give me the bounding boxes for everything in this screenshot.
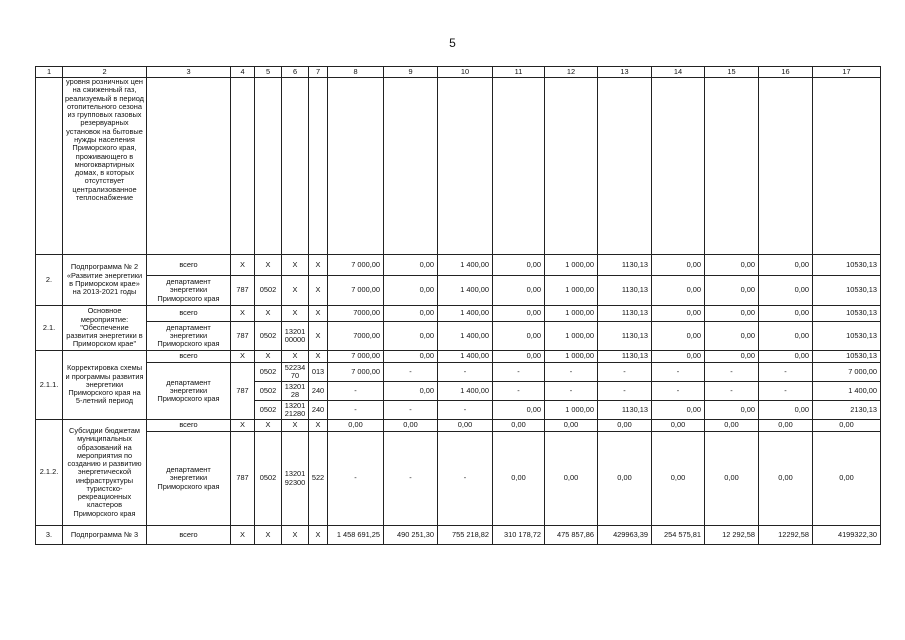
- value-cell: 0,00: [759, 255, 813, 276]
- header-cell: 6: [282, 67, 309, 78]
- value-cell: 0,00: [384, 351, 438, 363]
- value-cell: 0,00: [493, 276, 545, 306]
- value-cell: 0,00: [493, 322, 545, 351]
- value-cell: 0,00: [438, 420, 493, 432]
- executor-cell: департамент энергетики Приморского края: [147, 322, 231, 351]
- table-cell: [147, 78, 231, 255]
- code-cell: X: [255, 306, 282, 322]
- table-row: [36, 526, 881, 545]
- table-row: [36, 363, 881, 382]
- page-number: 5: [449, 36, 456, 50]
- total-cell: 0,00: [813, 432, 881, 526]
- executor-cell: всего: [147, 420, 231, 432]
- value-cell: 1 400,00: [438, 306, 493, 322]
- value-cell: 0,00: [652, 351, 705, 363]
- code-cell: X: [231, 255, 255, 276]
- header-cell: 15: [705, 67, 759, 78]
- value-cell: 0,00: [652, 420, 705, 432]
- executor-cell: всего: [147, 526, 231, 545]
- value-cell: 1130,13: [598, 255, 652, 276]
- value-cell: 0,00: [384, 322, 438, 351]
- value-cell: 0,00: [759, 420, 813, 432]
- code-cell: X: [309, 420, 328, 432]
- code-cell: X: [309, 306, 328, 322]
- table-cell: [309, 78, 328, 255]
- value-cell: 0,00: [545, 432, 598, 526]
- code-cell: 522: [309, 432, 328, 526]
- code-cell: 240: [309, 382, 328, 401]
- value-cell: -: [438, 432, 493, 526]
- code-cell: 0502: [255, 276, 282, 306]
- total-cell: 10530,13: [813, 255, 881, 276]
- value-cell: 1 000,00: [545, 401, 598, 420]
- value-cell: -: [384, 363, 438, 382]
- total-cell: 0,00: [813, 420, 881, 432]
- value-cell: -: [438, 363, 493, 382]
- value-cell: 1 400,00: [438, 322, 493, 351]
- value-cell: 310 178,72: [493, 526, 545, 545]
- row-name: Подпрограмма № 2 «Развитие энергетики в Приморском крае» на 2013-2021 годы: [63, 255, 147, 306]
- value-cell: 0,00: [652, 276, 705, 306]
- code-cell: 787: [231, 322, 255, 351]
- row-number: 2.1.2.: [36, 420, 63, 526]
- value-cell: 0,00: [705, 401, 759, 420]
- code-cell: 1320128: [282, 382, 309, 401]
- total-cell: 2130,13: [813, 401, 881, 420]
- value-cell: -: [652, 363, 705, 382]
- table-cell: [493, 78, 545, 255]
- value-cell: 1130,13: [598, 306, 652, 322]
- value-cell: 0,00: [384, 306, 438, 322]
- value-cell: 1 000,00: [545, 306, 598, 322]
- value-cell: 1 400,00: [438, 351, 493, 363]
- code-cell: 0502: [255, 382, 282, 401]
- value-cell: 7 000,00: [328, 363, 384, 382]
- code-cell: X: [282, 526, 309, 545]
- value-cell: -: [759, 363, 813, 382]
- value-cell: 0,00: [328, 420, 384, 432]
- code-cell: 787: [231, 363, 255, 420]
- value-cell: 0,00: [384, 276, 438, 306]
- value-cell: 1 000,00: [545, 322, 598, 351]
- total-cell: 10530,13: [813, 276, 881, 306]
- value-cell: -: [328, 432, 384, 526]
- header-cell: 9: [384, 67, 438, 78]
- row-number: 2.1.1.: [36, 351, 63, 420]
- total-cell: 10530,13: [813, 306, 881, 322]
- code-cell: 0502: [255, 322, 282, 351]
- code-cell: 0502: [255, 363, 282, 382]
- header-cell: 4: [231, 67, 255, 78]
- code-cell: 1320192300: [282, 432, 309, 526]
- header-cell: 11: [493, 67, 545, 78]
- value-cell: 0,00: [652, 306, 705, 322]
- table-row: [36, 322, 881, 351]
- table-row: [36, 276, 881, 306]
- value-cell: 1 400,00: [438, 276, 493, 306]
- table-cell: [813, 78, 881, 255]
- executor-cell: всего: [147, 351, 231, 363]
- table-cell: [231, 78, 255, 255]
- code-cell: X: [282, 351, 309, 363]
- value-cell: -: [384, 432, 438, 526]
- code-cell: 1320100000: [282, 322, 309, 351]
- code-cell: X: [309, 322, 328, 351]
- code-cell: 013: [309, 363, 328, 382]
- total-cell: 10530,13: [813, 322, 881, 351]
- header-row: [36, 67, 881, 78]
- value-cell: 0,00: [759, 322, 813, 351]
- value-cell: 0,00: [705, 432, 759, 526]
- value-cell: -: [705, 363, 759, 382]
- table-cell: [652, 78, 705, 255]
- code-cell: X: [309, 255, 328, 276]
- value-cell: 0,00: [384, 420, 438, 432]
- header-cell: 10: [438, 67, 493, 78]
- table-row: [36, 420, 881, 432]
- value-cell: 7 000,00: [328, 351, 384, 363]
- value-cell: -: [705, 382, 759, 401]
- value-cell: 1 000,00: [545, 276, 598, 306]
- value-cell: 0,00: [705, 322, 759, 351]
- table-cell: [328, 78, 384, 255]
- header-cell: 1: [36, 67, 63, 78]
- table-cell: [759, 78, 813, 255]
- value-cell: -: [493, 382, 545, 401]
- executor-cell: всего: [147, 306, 231, 322]
- value-cell: 0,00: [493, 432, 545, 526]
- header-cell: 12: [545, 67, 598, 78]
- table-row: [36, 78, 881, 255]
- value-cell: 7 000,00: [328, 255, 384, 276]
- value-cell: 0,00: [652, 401, 705, 420]
- value-cell: 0,00: [652, 255, 705, 276]
- code-cell: X: [231, 420, 255, 432]
- value-cell: -: [598, 382, 652, 401]
- table-row: [36, 351, 881, 363]
- total-cell: 7 000,00: [813, 363, 881, 382]
- value-cell: -: [545, 382, 598, 401]
- code-cell: X: [231, 351, 255, 363]
- value-cell: 1130,13: [598, 401, 652, 420]
- value-cell: 0,00: [705, 351, 759, 363]
- code-cell: X: [255, 255, 282, 276]
- value-cell: 0,00: [493, 255, 545, 276]
- value-cell: -: [493, 363, 545, 382]
- value-cell: 0,00: [493, 401, 545, 420]
- value-cell: 1 400,00: [438, 382, 493, 401]
- code-cell: X: [255, 420, 282, 432]
- value-cell: 429963,39: [598, 526, 652, 545]
- value-cell: 0,00: [759, 401, 813, 420]
- value-cell: 7 000,00: [328, 276, 384, 306]
- header-cell: 14: [652, 67, 705, 78]
- total-cell: 1 400,00: [813, 382, 881, 401]
- row-name: Подпрограмма № 3: [63, 526, 147, 545]
- value-cell: 0,00: [705, 420, 759, 432]
- value-cell: 0,00: [652, 432, 705, 526]
- table-row: [36, 432, 881, 526]
- value-cell: 0,00: [759, 432, 813, 526]
- row-name: Основное мероприятие: "Обеспечение развития энергетики в Приморском крае": [63, 306, 147, 351]
- value-cell: 0,00: [493, 420, 545, 432]
- executor-cell: департамент энергетики Приморского края: [147, 276, 231, 306]
- row-number: 2.1.: [36, 306, 63, 351]
- row-name: Корректировка схемы и программы развития энергетики Приморского края на 5-летний период: [63, 351, 147, 420]
- code-cell: X: [282, 306, 309, 322]
- code-cell: 787: [231, 276, 255, 306]
- header-cell: 17: [813, 67, 881, 78]
- value-cell: -: [652, 382, 705, 401]
- value-cell: -: [328, 382, 384, 401]
- value-cell: 0,00: [598, 420, 652, 432]
- value-cell: 12292,58: [759, 526, 813, 545]
- code-cell: X: [255, 351, 282, 363]
- code-cell: X: [231, 526, 255, 545]
- value-cell: -: [545, 363, 598, 382]
- table-cell: [36, 78, 63, 255]
- header-cell: 2: [63, 67, 147, 78]
- value-cell: 1 000,00: [545, 351, 598, 363]
- code-cell: 5223470: [282, 363, 309, 382]
- value-cell: 0,00: [705, 276, 759, 306]
- row-number: 2.: [36, 255, 63, 306]
- total-cell: 4199322,30: [813, 526, 881, 545]
- value-cell: -: [384, 401, 438, 420]
- code-cell: X: [282, 255, 309, 276]
- value-cell: 0,00: [759, 276, 813, 306]
- value-cell: 490 251,30: [384, 526, 438, 545]
- code-cell: X: [282, 420, 309, 432]
- budget-table: [35, 66, 881, 545]
- header-cell: 5: [255, 67, 282, 78]
- table-cell: [438, 78, 493, 255]
- value-cell: 254 575,81: [652, 526, 705, 545]
- value-cell: 1130,13: [598, 276, 652, 306]
- executor-cell: всего: [147, 255, 231, 276]
- value-cell: 1130,13: [598, 351, 652, 363]
- executor-cell: департамент энергетики Приморского края: [147, 363, 231, 420]
- value-cell: -: [438, 401, 493, 420]
- total-cell: 10530,13: [813, 351, 881, 363]
- value-cell: 0,00: [493, 306, 545, 322]
- header-cell: 3: [147, 67, 231, 78]
- value-cell: 1 458 691,25: [328, 526, 384, 545]
- value-cell: 0,00: [384, 255, 438, 276]
- table-cell: [255, 78, 282, 255]
- code-cell: X: [282, 276, 309, 306]
- value-cell: -: [328, 401, 384, 420]
- code-cell: 0502: [255, 401, 282, 420]
- code-cell: X: [231, 306, 255, 322]
- executor-cell: департамент энергетики Приморского края: [147, 432, 231, 526]
- value-cell: 0,00: [705, 306, 759, 322]
- value-cell: 12 292,58: [705, 526, 759, 545]
- value-cell: 0,00: [545, 420, 598, 432]
- value-cell: 0,00: [652, 322, 705, 351]
- code-cell: 0502: [255, 432, 282, 526]
- table-cell: [384, 78, 438, 255]
- row-name: Субсидии бюджетам муниципальных образований на мероприятия по созданию и развитию энергетической инфраструктуры туристско-рекреационных кластеров Приморского края: [63, 420, 147, 526]
- value-cell: 1130,13: [598, 322, 652, 351]
- value-cell: 7000,00: [328, 322, 384, 351]
- code-cell: 240: [309, 401, 328, 420]
- value-cell: 0,00: [598, 432, 652, 526]
- code-cell: 1320121280: [282, 401, 309, 420]
- value-cell: 0,00: [384, 382, 438, 401]
- table-row: [36, 306, 881, 322]
- value-cell: 0,00: [759, 351, 813, 363]
- value-cell: -: [598, 363, 652, 382]
- header-cell: 16: [759, 67, 813, 78]
- code-cell: X: [255, 526, 282, 545]
- header-cell: 13: [598, 67, 652, 78]
- row-number: 3.: [36, 526, 63, 545]
- value-cell: 1 000,00: [545, 255, 598, 276]
- code-cell: X: [309, 276, 328, 306]
- value-cell: 0,00: [493, 351, 545, 363]
- value-cell: 0,00: [705, 255, 759, 276]
- table-cell: [705, 78, 759, 255]
- value-cell: 7000,00: [328, 306, 384, 322]
- header-cell: 7: [309, 67, 328, 78]
- value-cell: 0,00: [759, 306, 813, 322]
- code-cell: X: [309, 526, 328, 545]
- code-cell: 787: [231, 432, 255, 526]
- value-cell: 475 857,86: [545, 526, 598, 545]
- value-cell: -: [759, 382, 813, 401]
- table-cell: [545, 78, 598, 255]
- table-cell: [282, 78, 309, 255]
- header-cell: 8: [328, 67, 384, 78]
- row-text-continued: уровня розничных цен на сжиженный газ, реализуемый в период отопительного сезона из групповых газовых резервуарных установок на бытовые нужды населения Приморского края, проживающего в многоквартирных домах, в которых отсутствует централизованное теплоснабжение: [63, 78, 147, 255]
- table-cell: [598, 78, 652, 255]
- value-cell: 755 218,82: [438, 526, 493, 545]
- code-cell: X: [309, 351, 328, 363]
- value-cell: 1 400,00: [438, 255, 493, 276]
- table-row: [36, 255, 881, 276]
